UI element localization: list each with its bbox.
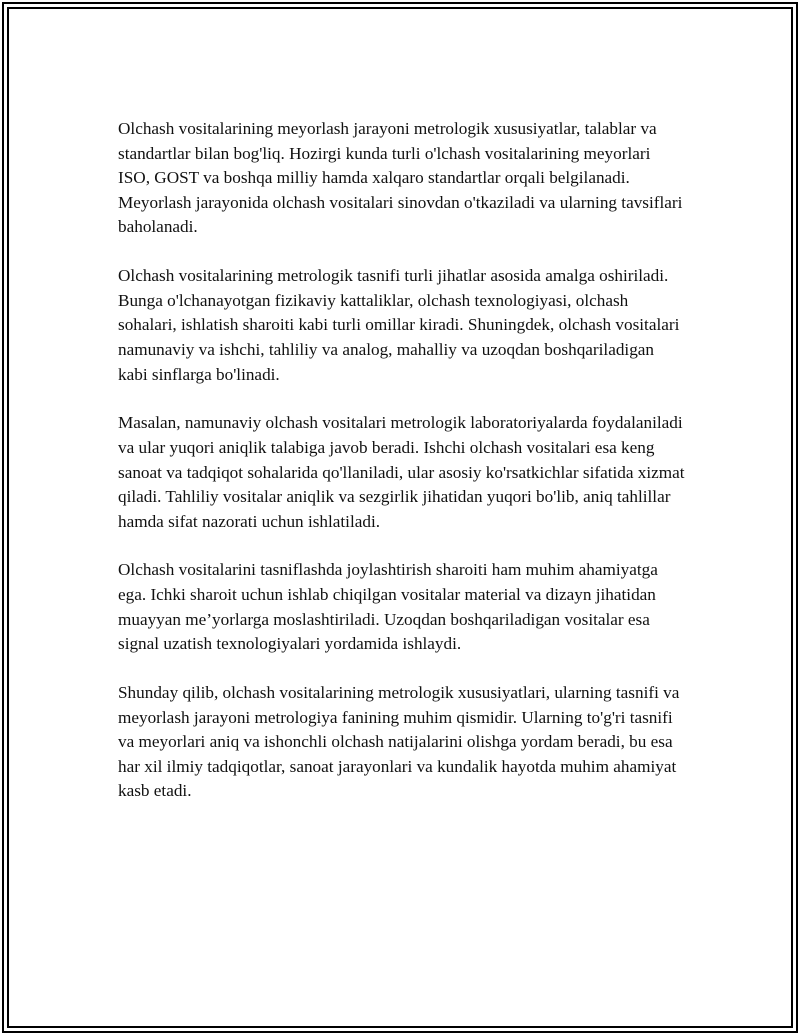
paragraph-1: Olchash vositalarining meyorlash jarayoni metrologik xususiyatlar, talablar va standartlar bilan bog'liq. Hozirgi kunda turli o'lchash vositalarining meyorlari ISO, GOST va boshqa milliy hamda xalqaro standartlar orqali belgilanadi. Meyorlash jarayonida olchash vositalari sinovdan o'tkaziladi va ularning tavsiflari baholanadi. <box>118 119 683 237</box>
paragraph-2: Olchash vositalarining metrologik tasnifi turli jihatlar asosida amalga oshiriladi. Bunga o'lchanayotgan fizikaviy kattaliklar, olchash texnologiyasi, olchash sohalari, ishlatish sharoiti kabi turli omillar kiradi. Shuningdek, olchash vositalari namunaviy va ishchi, tahliliy va analog, mahalliy va uzoqdan boshqariladigan kabi sinflarga bo'linadi. <box>118 266 680 384</box>
document-body <box>118 117 686 804</box>
paragraph-4: Olchash vositalarini tasniflashda joylashtirish sharoiti ham muhim ahamiyatga ega. Ichki sharoit uchun ishlab chiqilgan vositalar material va dizayn jihatidan muayyan me’yorlarga moslashtiriladi. Uzoqdan boshqariladigan vositalar esa signal uzatish texnologiyalari yordamida ishlaydi. <box>118 560 658 654</box>
paragraph-5: Shunday qilib, olchash vositalarining metrologik xususiyatlari, ularning tasnifi va meyorlash jarayoni metrologiya fanining muhim qismidir. Ularning to'g'ri tasnifi va meyorlari aniq va ishonchli olchash natijalarini olishga yordam beradi, bu esa har xil ilmiy tadqiqotlar, sanoat jarayonlari va kundalik hayotda muhim ahamiyat kasb etadi. <box>118 683 680 801</box>
paragraph-3: Masalan, namunaviy olchash vositalari metrologik laboratoriyalarda foydalaniladi va ular yuqori aniqlik talabiga javob beradi. Ishchi olchash vositalari esa keng sanoat va tadqiqot sohalarida qo'llaniladi, ular asosiy ko'rsatkichlar sifatida xizmat qiladi. Tahliliy vositalar aniqlik va sezgirlik jihatidan yuqori bo'lib, aniq tahlillar hamda sifat nazorati uchun ishlatiladi. <box>118 413 685 531</box>
